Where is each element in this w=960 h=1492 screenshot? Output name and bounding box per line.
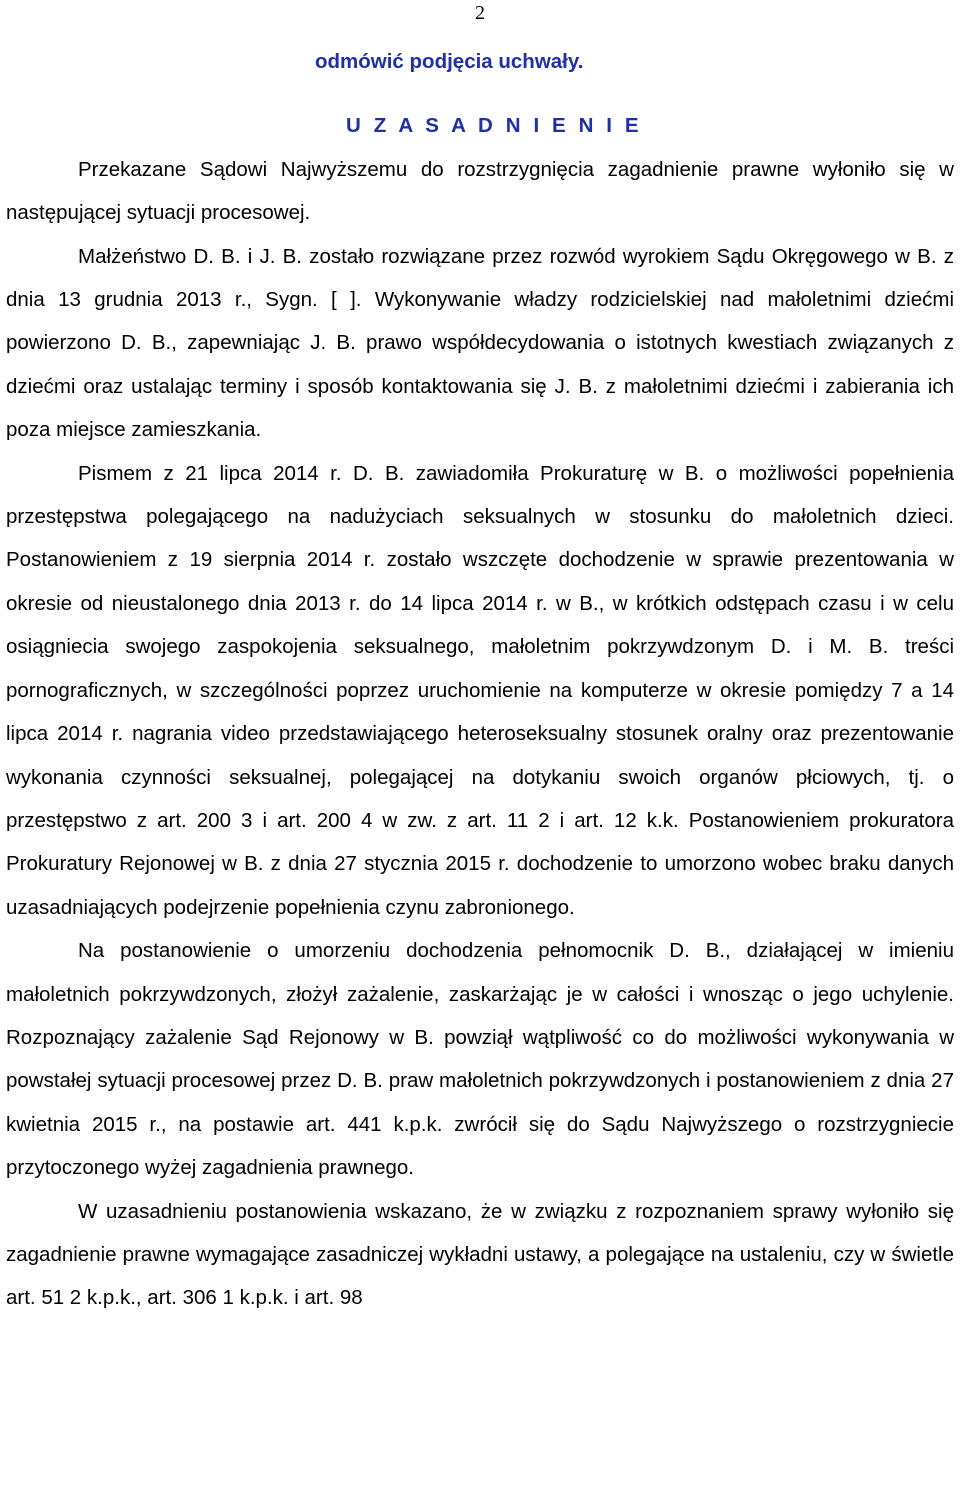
document-body [6,40,954,1320]
paragraph: Na postanowienie o umorzeniu dochodzenia pełnomocnik D. B., działającej w imieniu małoletnich pokrzywdzonych, złożył zażalenie, zaskarżając je w całości i wnosząc o jego uchylenie. Rozpoznający zażalenie Sąd Rejonowy w B. powziął wątpliwość co do możliwości wykonywania w powstałej sytuacji procesowej przez D. B. praw małoletnich pokrzywdzonych i postanowieniem z dnia 27 kwietnia 2015 r., na postawie art. 441 k.p.k. zwrócił się do Sądu Najwyższego o rozstrzygniecie przytoczonego wyżej zagadnienia prawnego. [6,939,954,1180]
paragraph: Przekazane Sądowi Najwyższemu do rozstrzygnięcia zagadnienie prawne wyłoniło się w następującej sytuacji procesowej. [6,157,954,225]
section-heading: U Z A S A D N I E N I E [346,114,643,138]
resolution-conclusion: odmówić podjęcia uchwały. [315,50,584,73]
paragraph: Pismem z 21 lipca 2014 r. D. B. zawiadomiła Prokuraturę w B. o możliwości popełnienia przestępstwa polegającego na nadużyciach seksualnych w stosunku do małoletnich dzieci. Postanowieniem z 19 sierpnia 2014 r. zostało wszczęte dochodzenie w sprawie prezentowania w okresie od nieustalonego dnia 2013 r. do 14 lipca 2014 r. w B., w krótkich odstępach czasu i w celu osiągniecia swojego zaspokojenia seksualnego, małoletnim pokrzywdzonym D. i M. B. treści pornograficznych, w szczególności poprzez uruchomienie na komputerze w okresie pomiędzy 7 a 14 lipca 2014 r. nagrania video przedstawiającego heteroseksualny stosunek oralny oraz prezentowanie wykonania czynności seksualnej, polegającej na dotykaniu swoich organów płciowych, tj. o przestępstwo z art. 200 3 i art. 200 4 w zw. z art. 11 2 i art. 12 k.k. Postanowieniem prokuratora Prokuratury Rejonowej w B. z dnia 27 stycznia 2015 r. dochodzenie to umorzono wobec braku danych uzasadniających podejrzenie popełnienia czynu zabronionego. [6,461,954,919]
paragraph: Małżeństwo D. B. i J. B. zostało rozwiązane przez rozwód wyrokiem Sądu Okręgowego w B. z dnia 13 grudnia 2013 r., Sygn. [ ]. Wykonywanie władzy rodzicielskiej nad małoletnimi dziećmi powierzono D. B., zapewniając J. B. prawo współdecydowania o istotnych kwestiach związanych z dziećmi oraz ustalając terminy i sposób kontaktowania się J. B. z małoletnimi dziećmi i zabierania ich poza miejsce zamieszkania. [6,244,954,442]
page-number: 2 [475,2,485,24]
paragraph: W uzasadnieniu postanowienia wskazano, że w związku z rozpoznaniem sprawy wyłoniło się zagadnienie prawne wymagające zasadniczej wykładni ustawy, a polegające na ustaleniu, czy w świetle art. 51 2 k.p.k., art. 306 1 k.p.k. i art. 98 [6,1199,954,1310]
